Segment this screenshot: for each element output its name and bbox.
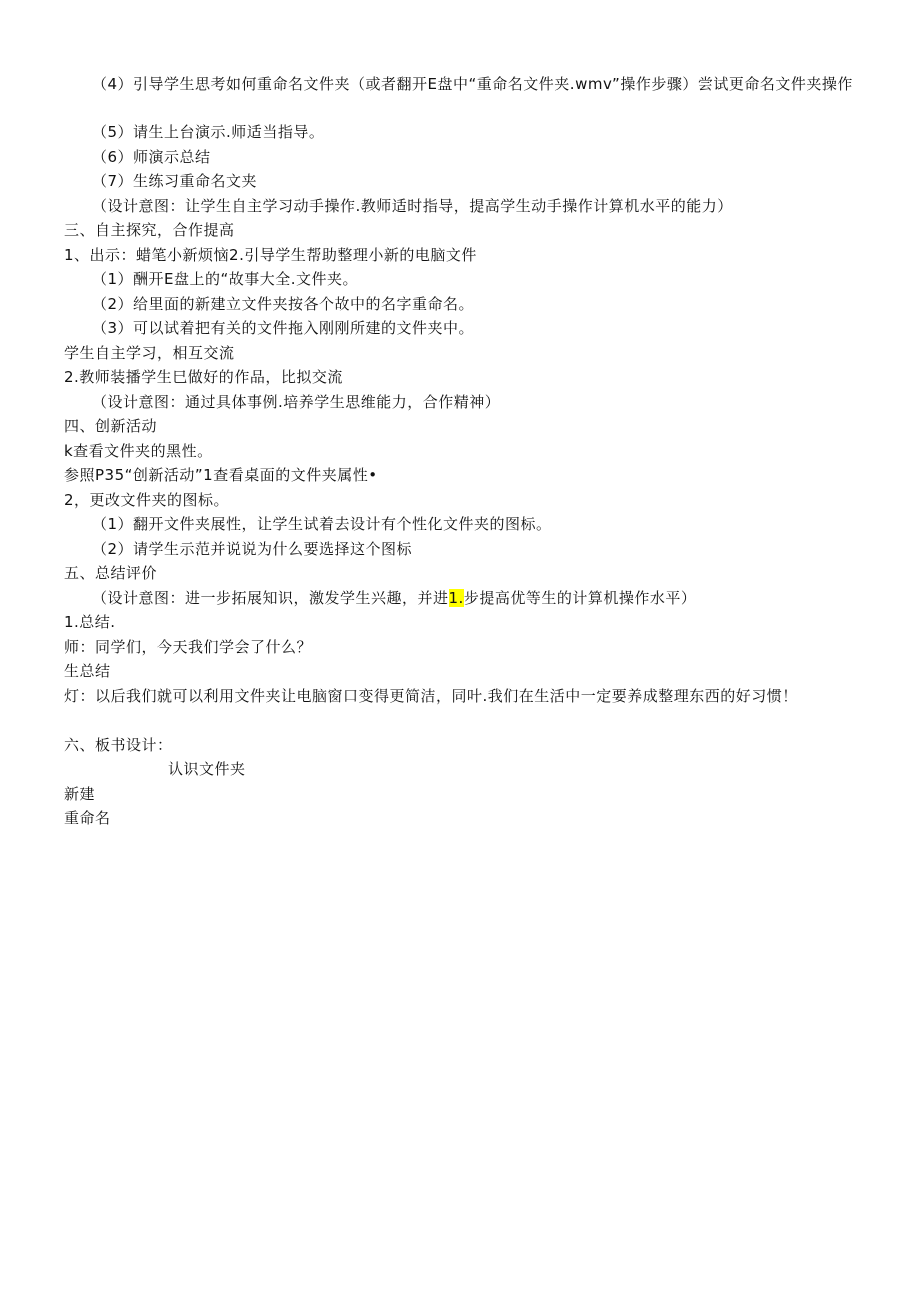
- board-title: 认识文件夹: [168, 760, 246, 778]
- paragraph-change-icon: 2，更改文件夹的图标。: [64, 491, 230, 509]
- paragraph-self-study: 学生自主学习，相互交流: [64, 344, 235, 362]
- design-intent-3-part-a: （设计意图：进一步拓展知识，激发学生兴趣，并进: [92, 589, 449, 607]
- section-heading-5: 五、总结评价: [64, 564, 158, 582]
- paragraph-summary: 1.总结.: [64, 613, 116, 631]
- paragraph-substep-3: （3）可以试着把有关的文件拖入刚刚所建的文件夹中。: [92, 319, 475, 337]
- paragraph-display: 1、出示：蜡笔小新烦恼2.引导学生帮助整理小新的电脑文件: [64, 246, 477, 264]
- highlighted-text: 1.: [448, 589, 464, 607]
- board-item-rename: 重命名: [64, 809, 111, 827]
- board-item-new: 新建: [64, 785, 96, 803]
- paragraph-step-5: （5）请生上台演示.师适当指导。: [92, 123, 325, 141]
- paragraph-teacher-question: 师：同学们，今天我们学会了什么？: [64, 638, 313, 656]
- paragraph-step-7: （7）生练习重命名文夹: [92, 172, 258, 190]
- design-intent-3: [92, 588, 696, 608]
- section-heading-6: 六、板书设计：: [64, 736, 173, 754]
- paragraph-closing-remark: 灯：以后我们就可以利用文件夹让电脑窗口变得更简洁，同叶.我们在生活中一定要养成整理东西的好习惯！: [64, 687, 798, 705]
- paragraph-substep-1: （1）酬开E盘上的“故事大全.文件夹。: [92, 270, 359, 288]
- paragraph-substep-2: （2）给里面的新建立文件夹按各个故中的名字重命名。: [92, 295, 475, 313]
- paragraph-step-4-text: （4）引导学生思考如何重命名文件夹（或者翻开E盘中“重命名文件夹.wmv”操作步骤）尝试更命名文件夹操作: [92, 75, 853, 93]
- paragraph-student-summary: 生总结: [64, 662, 111, 680]
- section-heading-4: 四、创新活动: [64, 417, 158, 435]
- paragraph-icon-substep-2: （2）请学生示范并说说为什么要选择这个图标: [92, 540, 413, 558]
- paragraph-icon-substep-1: （1）翻开文件夹展性，让学生试着去设计有个性化文件夹的图标。: [92, 515, 552, 533]
- paragraph-view-properties: k查看文件夹的黑性。: [64, 442, 213, 460]
- section-heading-3: 三、自主探究，合作提高: [64, 221, 235, 239]
- paragraph-teacher-show: 2.教师装播学生巳做好的作品，比拟交流: [64, 368, 343, 386]
- design-intent-2: （设计意图：通过具体事例.培养学生思维能力，合作精神）: [92, 393, 501, 411]
- design-intent-3-part-c: 步提高优等生的计算机操作水平）: [463, 589, 697, 607]
- design-intent-1: （设计意图：让学生自主学习动手操作.教师适时指导，提高学生动手操作计算机水平的能力）: [92, 197, 733, 215]
- paragraph-reference: 参照P35“创新活动”1查看桌面的文件夹属性•: [64, 466, 378, 484]
- paragraph-step-6: （6）师演示总结: [92, 148, 211, 166]
- paragraph-step-4: [92, 72, 882, 96]
